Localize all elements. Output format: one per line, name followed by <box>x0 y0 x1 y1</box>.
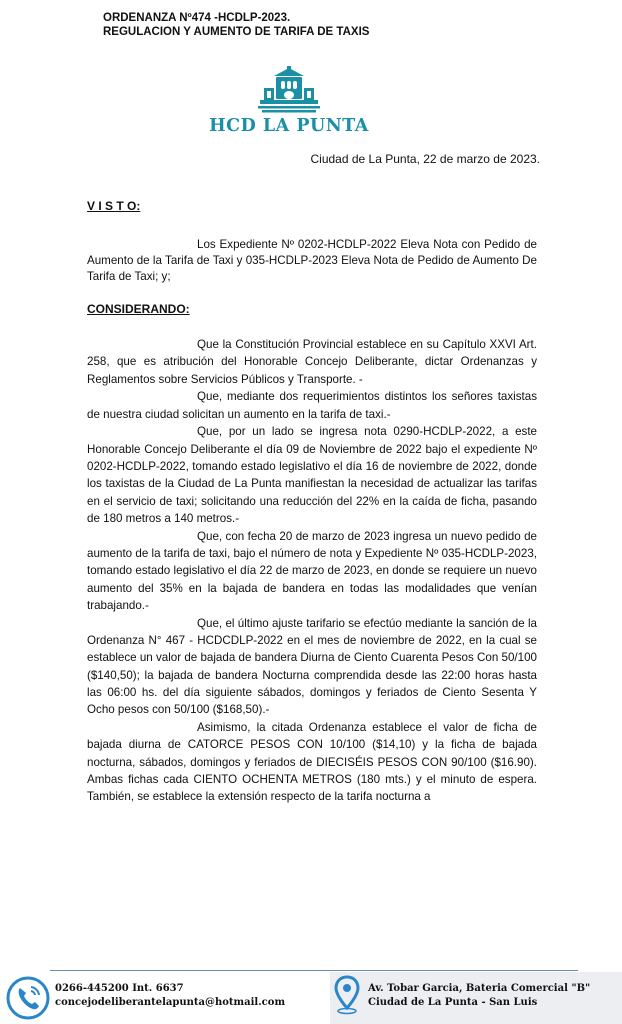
considerando-paragraph: Asimismo, la citada Ordenanza establece el valor de ficha de bajada diurna de CATORCE PESOS CON 10/100 ($14,10) y la ficha de bajada nocturna, sábados, domingos y feriados de DIECISÉIS PESOS CON 90/100 ($16.90). Ambas fichas cada CIENTO OCHENTA METROS (180 mts.) y el minuto de espera. También, se establece la extensión respecto de la tarifa nocturna a <box>87 721 537 804</box>
hcd-logo <box>194 66 384 136</box>
considerando-heading: CONSIDERANDO: <box>87 302 190 316</box>
considerando-paragraph: Que, mediante dos requerimientos distintos los señores taxistas de nuestra ciudad solicitan un aumento en la tarifa de taxi.- <box>87 390 537 421</box>
considerando-body <box>87 336 537 806</box>
footer-street-address: Av. Tobar Garcia, Bateria Comercial "B" <box>368 983 591 994</box>
phone-icon <box>6 976 50 1020</box>
ordinance-title: ORDENANZA Nº474 -HCDLP-2023. <box>103 12 291 24</box>
building-logo-icon <box>254 66 324 116</box>
considerando-paragraph: Que, por un lado se ingresa nota 0290-HCDLP-2022, a este Honorable Concejo Deliberante el día 09 de Noviembre de 2022 bajo el expediente Nº 0202-HCDLP-2022, tomando estado legislativo el día 16 de noviembre de 2022, donde los taxistas de la Ciudad de La Punta manifiestan la necesidad de actualizar las tarifas en el servicio de taxi; solicitando una reducción del 22% en la caída de ficha, pasando de 180 metros a 140 metros.- <box>87 425 537 525</box>
location-pin-icon <box>333 975 361 1015</box>
considerando-paragraph: Que, el último ajuste tarifario se efectúo mediante la sanción de la Ordenanza N° 467 - HCDCDLP-2022 en el mes de noviembre de 2022, en la cual se establece un valor de bajada de bandera Diurna de Ciento Cuarenta Pesos Con 50/100 ($140,50); la bajada de bandera Nocturna comprendida desde las 22:00 horas hasta las 06:00 hs. del día siguiente sábados, domingos y feriados de Ciento Sesenta Y Ocho pesos con 50/100 ($168,50).- <box>87 616 537 717</box>
document-date: Ciudad de La Punta, 22 de marzo de 2023. <box>310 152 540 166</box>
considerando-paragraph: Que, con fecha 20 de marzo de 2023 ingresa un nuevo pedido de aumento de la tarifa de taxi, bajo el número de nota y Expediente Nº 035-HCDLP-2023, tomando estado legislativo el día 22 de marzo de 2023, en donde se requiere un nuevo aumento del 35% en la bajada de bandera en todas las modalidades que venían trabajando.- <box>87 529 537 612</box>
footer-divider <box>50 970 578 971</box>
visto-heading: V I S T O: <box>87 199 141 213</box>
footer-email[interactable]: concejodeliberantelapunta@hotmail.com <box>55 997 286 1008</box>
considerando-paragraph: Que la Constitución Provincial establece en su Capítulo XXVI Art. 258, que es atribución del Honorable Concejo Deliberante, dictar Ordenanzas y Reglamentos sobre Servicios Públicos y Transporte. - <box>87 338 537 386</box>
visto-paragraph <box>87 237 537 285</box>
document-header <box>103 11 369 39</box>
logo-text: HCD LA PUNTA <box>209 116 369 136</box>
footer-city: Ciudad de La Punta - San Luis <box>368 997 538 1008</box>
footer-phone: 0266-445200 Int. 6637 <box>55 983 184 994</box>
ordinance-subtitle: REGULACION Y AUMENTO DE TARIFA DE TAXIS <box>103 26 370 38</box>
visto-text: Los Expediente Nº 0202-HCDLP-2022 Eleva Nota con Pedido de Aumento de la Tarifa de Taxi y 035-HCDLP-2023 Eleva Nota de Pedido de Aumento De Tarifa de Taxi; y; <box>87 238 537 283</box>
